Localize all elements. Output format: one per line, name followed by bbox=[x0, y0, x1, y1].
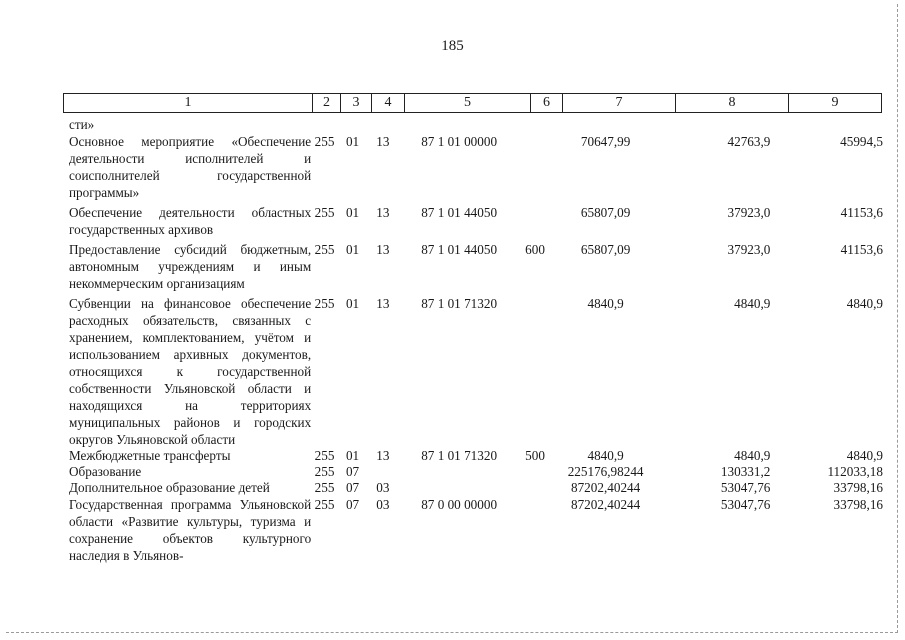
row-col-2-cell: 255 bbox=[314, 448, 335, 463]
row-col-6-cell: 600 bbox=[525, 242, 545, 257]
header-col-3: 3 bbox=[341, 94, 372, 113]
row-col-8-cell: 37923,0 bbox=[727, 242, 771, 257]
header-col-6: 6 bbox=[531, 94, 563, 113]
row-col-9-cell: 41153,6 bbox=[840, 242, 883, 257]
row-col-5-cell: 87 1 01 44050 bbox=[421, 205, 498, 220]
table-header bbox=[63, 93, 882, 113]
row-col-3-cell: 01 bbox=[345, 296, 360, 311]
page-number: 185 bbox=[441, 38, 464, 54]
row-col-6-cell bbox=[520, 480, 551, 496]
table-row bbox=[63, 464, 905, 480]
row-col-6-cell bbox=[520, 496, 551, 567]
header-col-2: 2 bbox=[313, 94, 341, 113]
header-row bbox=[64, 94, 882, 113]
row-col-5-cell bbox=[398, 480, 519, 496]
row-col-6-cell bbox=[520, 133, 551, 204]
row-col-4-cell: 13 bbox=[376, 134, 390, 149]
row-col-4-cell: 13 bbox=[376, 448, 390, 463]
row-col-8-cell: 53047,76 bbox=[720, 497, 771, 512]
row-col-3-cell: 01 bbox=[345, 134, 360, 149]
row-col-3-cell: 07 bbox=[345, 497, 360, 512]
row-col-2-cell: 255 bbox=[314, 480, 335, 495]
row-col-7-cell: 87202,40244 bbox=[570, 480, 641, 495]
row-col-2-cell: 255 bbox=[314, 242, 335, 257]
row-name-cell: Основное мероприятие «Обеспечение деятельности исполнителей и соисполнителей государственной программы» bbox=[69, 134, 312, 200]
row-col-6-cell bbox=[520, 116, 551, 133]
row-col-5-cell: 87 1 01 71320 bbox=[421, 296, 498, 311]
row-col-5-cell: 87 0 00 00000 bbox=[421, 497, 498, 512]
row-col-9-cell: 4840,9 bbox=[846, 296, 883, 311]
row-col-6-cell: 500 bbox=[525, 448, 545, 463]
row-name-cell: Субвенции на финансовое обеспечение расходных обязательств, связанных с хранением, комплектованием, учётом и использованием архивных документов, относящихся к государственной собственности Ульяновской области и находящихся на территориях муниципальных районов и городских округов Ульяновской области bbox=[69, 296, 312, 447]
row-col-4-cell: 13 bbox=[376, 205, 390, 220]
row-col-9-cell: 4840,9 bbox=[846, 448, 883, 463]
budget-table-body bbox=[63, 116, 905, 567]
row-col-3-cell: 01 bbox=[345, 242, 360, 257]
row-name-cell: Межбюджетные трансферты bbox=[69, 448, 231, 463]
row-col-7-cell: 65807,09 bbox=[580, 205, 631, 220]
row-col-5-cell bbox=[398, 464, 519, 480]
table-row bbox=[63, 204, 905, 241]
row-col-4-cell bbox=[367, 116, 398, 133]
row-col-7-cell: 65807,09 bbox=[580, 242, 631, 257]
header-col-7: 7 bbox=[563, 94, 676, 113]
row-col-6-cell bbox=[520, 295, 551, 448]
row-col-9-cell bbox=[792, 116, 905, 133]
row-col-8-cell: 4840,9 bbox=[734, 296, 771, 311]
header-col-9: 9 bbox=[789, 94, 882, 113]
budget-table bbox=[63, 116, 905, 567]
row-col-2-cell: 255 bbox=[314, 134, 335, 149]
table-row bbox=[63, 116, 905, 133]
table-row bbox=[63, 496, 905, 567]
row-col-7-cell: 225176,98244 bbox=[567, 464, 644, 479]
row-col-5-cell: 87 1 01 00000 bbox=[421, 134, 498, 149]
row-name-cell: Дополнительное образование детей bbox=[69, 480, 270, 495]
row-col-8-cell: 42763,9 bbox=[727, 134, 771, 149]
row-col-3-cell: 01 bbox=[345, 205, 360, 220]
row-col-9-cell: 33798,16 bbox=[833, 480, 883, 495]
row-col-8-cell: 4840,9 bbox=[734, 448, 771, 463]
row-col-9-cell: 112033,18 bbox=[827, 464, 883, 479]
row-col-3-cell: 01 bbox=[345, 448, 360, 463]
row-col-4-cell: 13 bbox=[376, 296, 390, 311]
row-col-4-cell: 03 bbox=[376, 480, 390, 495]
row-col-7-cell: 70647,99 bbox=[580, 134, 631, 149]
row-col-9-cell: 45994,5 bbox=[840, 134, 883, 149]
row-col-9-cell: 33798,16 bbox=[833, 497, 883, 512]
row-col-2-cell bbox=[311, 116, 338, 133]
row-name-cell: сти» bbox=[69, 117, 95, 132]
table-row bbox=[63, 480, 905, 496]
row-col-8-cell: 130331,2 bbox=[720, 464, 771, 479]
row-col-6-cell bbox=[520, 464, 551, 480]
row-name-cell: Государственная программа Ульяновской области «Развитие культуры, туризма и сохранение объектов культурного наследия в Ульянов- bbox=[69, 497, 312, 563]
row-col-4-cell bbox=[367, 464, 398, 480]
row-col-2-cell: 255 bbox=[314, 296, 335, 311]
row-col-8-cell: 53047,76 bbox=[720, 480, 771, 495]
row-col-2-cell: 255 bbox=[314, 464, 335, 479]
table-row bbox=[63, 241, 905, 295]
header-col-8: 8 bbox=[676, 94, 789, 113]
row-col-2-cell: 255 bbox=[314, 205, 335, 220]
row-col-7-cell: 4840,9 bbox=[587, 296, 624, 311]
row-col-2-cell: 255 bbox=[314, 497, 335, 512]
row-col-5-cell: 87 1 01 71320 bbox=[421, 448, 498, 463]
table-row bbox=[63, 133, 905, 204]
row-col-7-cell bbox=[550, 116, 661, 133]
table-row bbox=[63, 448, 905, 464]
row-col-3-cell: 07 bbox=[345, 464, 360, 479]
row-col-4-cell: 03 bbox=[376, 497, 390, 512]
row-name-cell: Образование bbox=[69, 464, 142, 479]
row-col-5-cell bbox=[398, 116, 519, 133]
row-col-5-cell: 87 1 01 44050 bbox=[421, 242, 498, 257]
row-name-cell: Обеспечение деятельности областных государственных архивов bbox=[69, 205, 312, 237]
row-col-3-cell: 07 bbox=[345, 480, 360, 495]
row-col-6-cell bbox=[520, 204, 551, 241]
row-col-7-cell: 87202,40244 bbox=[570, 497, 641, 512]
header-col-4: 4 bbox=[372, 94, 405, 113]
row-col-4-cell: 13 bbox=[376, 242, 390, 257]
row-col-8-cell: 37923,0 bbox=[727, 205, 771, 220]
row-col-9-cell: 41153,6 bbox=[840, 205, 883, 220]
header-col-1: 1 bbox=[64, 94, 313, 113]
row-col-8-cell bbox=[661, 116, 793, 133]
row-col-3-cell bbox=[338, 116, 367, 133]
row-name-cell: Предоставление субсидий бюджетным, автономным учреждениям и иным некоммерческим организациям bbox=[69, 242, 312, 291]
header-col-5: 5 bbox=[405, 94, 531, 113]
table-row bbox=[63, 295, 905, 448]
row-col-7-cell: 4840,9 bbox=[587, 448, 624, 463]
